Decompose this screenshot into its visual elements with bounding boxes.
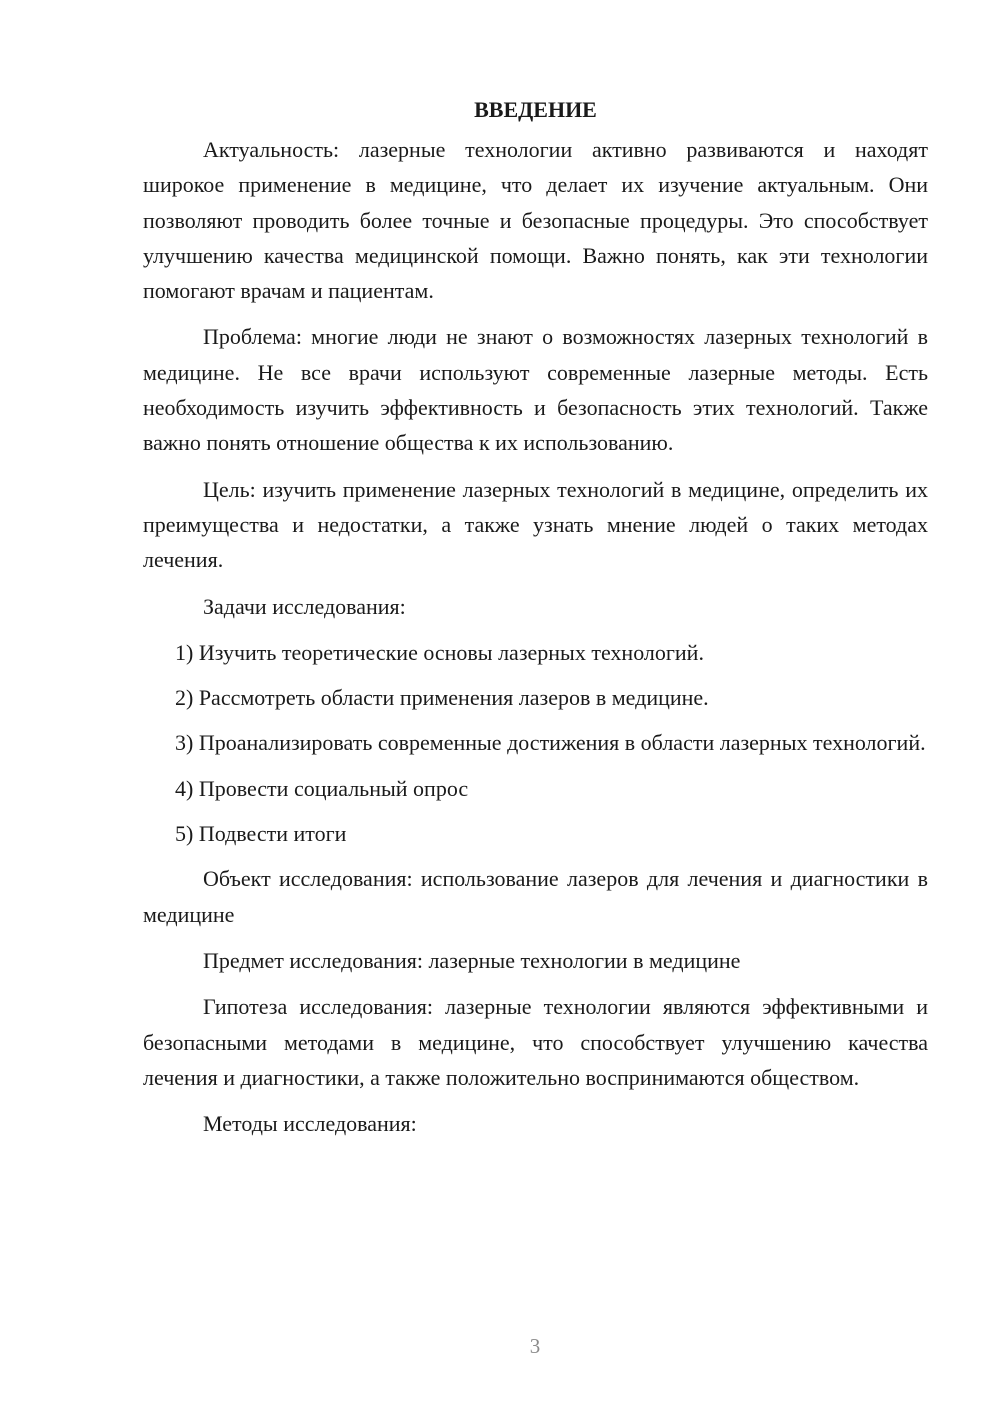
paragraph-tasks-intro: Задачи исследования:	[203, 593, 406, 619]
list-item: 1) Изучить теоретические основы лазерных технологий.	[175, 639, 704, 665]
paragraph-methods: Методы исследования:	[203, 1111, 417, 1137]
list-item: 3) Проанализировать современные достижения в области лазерных технологий.	[175, 730, 926, 756]
list-item: 5) Подвести итоги	[175, 821, 347, 847]
paragraph-relevance: Актуальность: лазерные технологии активно развиваются и находят широкое применение в медицине, что делает их изучение актуальным. Они позволяют проводить более точные и безопасные процедуры. Это способствует улучшению качества медицинской помощи. Важно понять, как эти технологии помогают врачам и пациентам.	[143, 137, 928, 304]
list-item: 2) Рассмотреть области применения лазеров в медицине.	[175, 685, 709, 711]
paragraph-goal: Цель: изучить применение лазерных технологий в медицине, определить их преимущества и недостатки, а также узнать мнение людей о таких методах лечения.	[143, 476, 928, 573]
paragraph-subject: Предмет исследования: лазерные технологии в медицине	[203, 947, 741, 973]
document-page	[143, 92, 928, 1152]
paragraph-object: Объект исследования: использование лазеров для лечения и диагностики в медицине	[143, 866, 928, 927]
page-heading: ВВЕДЕНИЕ	[474, 97, 597, 122]
list-item: 4) Провести социальный опрос	[175, 775, 469, 801]
page-number: 3	[529, 1334, 541, 1358]
tasks-list	[143, 635, 928, 851]
paragraph-problem: Проблема: многие люди не знают о возможностях лазерных технологий в медицине. Не все врачи используют современные лазерные методы. Есть необходимость изучить эффективность и безопасность этих технологий. Также важно понять отношение общества к их использованию.	[143, 324, 928, 456]
paragraph-hypothesis: Гипотеза исследования: лазерные технологии являются эффективными и безопасными методами в медицине, что способствует улучшению качества лечения и диагностики, а также положительно воспринимаются обществом.	[143, 994, 928, 1090]
